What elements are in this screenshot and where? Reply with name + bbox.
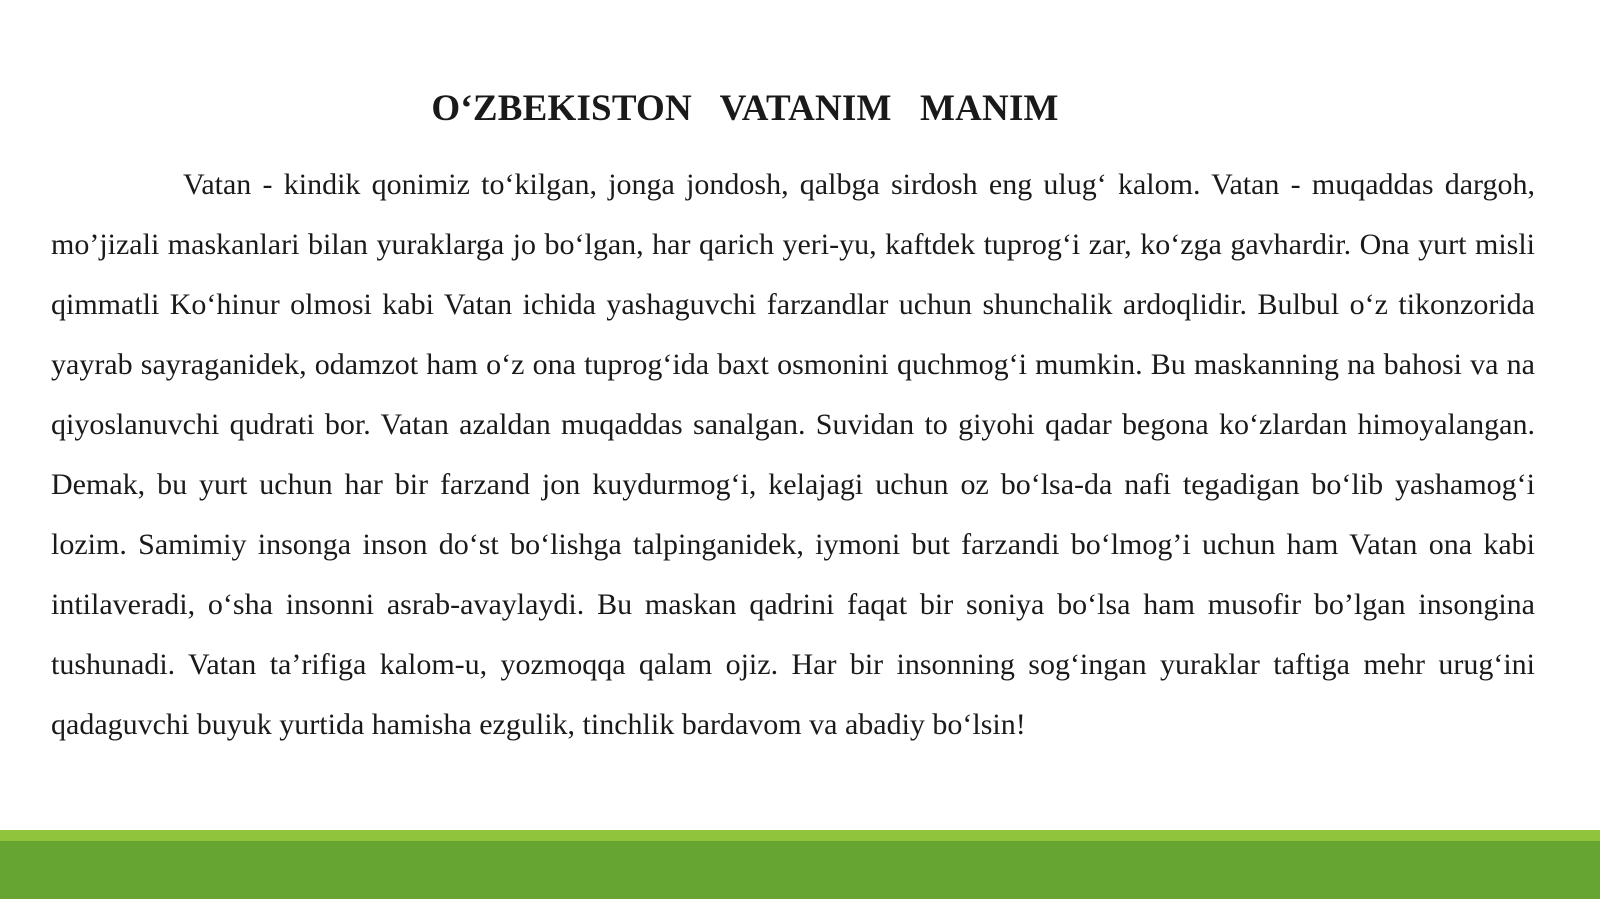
body-paragraph: Vatan - kindik qonimiz to‘kilgan, jonga jondosh, qalbga sirdosh eng ulug‘ kalom. Vatan - muqaddas dargoh, mo’jizali maskanlari bilan yuraklarga jo bo‘lgan, har qarich yeri-yu, kaftdek tuprog‘i zar, ko‘zga gavhardir. Ona yurt misli qimmatli Ko‘hinur olmosi kabi Vatan ichida yashaguvchi farzandlar uchun shunchalik ardoqlidir. Bulbul o‘z tikonzorida yayrab sayraganidek, odamzot ham o‘z ona tuprog‘ida baxt osmonini quchmog‘i mumkin. Bu maskanning na bahosi va na qiyoslanuvchi qudrati bor. Vatan azaldan muqaddas sanalgan. Suvidan to giyohi qadar begona ko‘zlardan himoyalangan. Demak, bu yurt uchun har bir farzand jon kuydurmog‘i, kelajagi uchun oz bo‘lsa-da nafi tegadigan bo‘lib yashamog‘i lozim. Samimiy insonga inson do‘st bo‘lishga talpinganidek, iymoni but farzandi bo‘lmog’i uchun ham Vatan ona kabi intilaveradi, o‘sha insonni asrab-avaylaydi. Bu maskan qadrini faqat bir soniya bo‘lsa ham musofir bo’lgan insongina tushunadi. Vatan ta’rifiga kalom-u, yozmoqqa qalam ojiz. Har bir insonning sog‘ingan yuraklar taftiga mehr urug‘ini qadaguvchi buyuk yurtida hamisha ezgulik, tinchlik bardavom va abadiy bo‘lsin!	[51, 168, 1535, 741]
page-title: O‘ZBEKISTON VATANIM MANIM	[431, 88, 1059, 129]
footer-green-bar	[0, 841, 1600, 899]
footer-accent-stripe	[0, 830, 1600, 841]
